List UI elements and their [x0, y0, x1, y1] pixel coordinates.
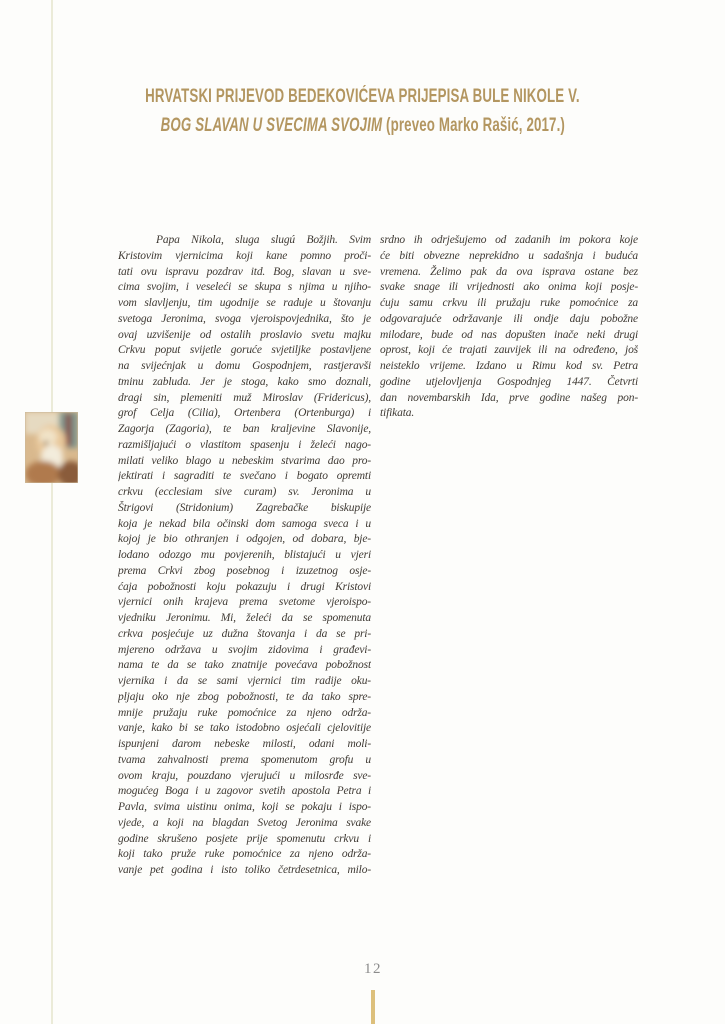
text-line: vanje, kako bi se tako istodobno osjećali cjelovitije [118, 722, 371, 735]
title-line-2 [0, 113, 725, 140]
text-line: mnije pružaju ruke pomoćnice za njeno održa- [118, 706, 371, 719]
text-column-right [380, 233, 638, 885]
text-line: ovaj uzvišenije od ostalih proslavio svetu majku [118, 328, 371, 341]
text-column-left [118, 233, 371, 885]
text-line: crkvu (ecclesiam sive curam) sv. Jeronima u [118, 486, 371, 498]
page-title [0, 84, 725, 140]
text-line: ćaja pobožnosti koju pokazuju i drugi Kristovi [118, 580, 371, 593]
text-line: vom slavljenju, tim ugodnije se raduje u štovanju [118, 297, 371, 309]
text-line: neisteklo vrijeme. Izdano u Rimu kod sv. Petra [380, 360, 638, 372]
text-line: vjernici onih krajeva prema svetome vjeroispo- [118, 596, 371, 609]
text-line: Zagorja (Zagoria), te ban kraljevine Slavonije, [118, 423, 371, 435]
text-line: vjedniku Jeronimu. Mi, želeći da se spomenuta [118, 612, 371, 624]
text-line: tati ovu ispravu pozdrav itd. Bog, slavan u sve- [118, 265, 371, 278]
text-line: godine skrušeno posjete prije spomenutu crkvu i [118, 832, 371, 845]
text-line: milodare, bude od nas dopušten inače neki drugi [380, 328, 638, 341]
text-line: ovom kraju, pouzdano vjerujući u milosrđe sve- [118, 769, 371, 782]
text-line: tifikata. [380, 407, 415, 420]
text-line: će biti obvezne neprekidno u sadašnja i buduća [380, 249, 638, 262]
text-line: pljaju oko nje zbog pobožnosti, te da tako spre- [118, 690, 371, 703]
text-line: nama te da se tako znatnije povećava pobožnost [118, 659, 371, 672]
text-line: Crkvu poput svijetle goruće svjetiljke postavljene [118, 344, 371, 357]
text-line: jektirati i sagraditi te svečano i bogato opremti [118, 470, 371, 483]
text-line: cima svojim, i veseleći se skupa s njima u njiho- [118, 281, 371, 294]
text-line: vjernika i da se sami vjernici tim radije oku- [118, 675, 371, 687]
footer-gold-rule [371, 990, 375, 1024]
title-work-name: BOG SLAVAN U SVECIMA SVOJIM [160, 115, 382, 136]
text-line: na svijećnjak u domu Gospodnjem, rastjeravši [118, 360, 371, 372]
text-line: Kristovim vjernicima koji kane pomno proči- [118, 249, 371, 262]
left-margin-rule [51, 0, 53, 1024]
saint-portrait-painting [25, 412, 78, 483]
text-line: ćuju samu crkvu ili pružaju ruke pomoćnice za [380, 297, 638, 309]
text-line: prema Crkvi zbog posebnog i izuzetnog osje- [118, 564, 371, 577]
text-line: koji tako pruže ruke pomoćnice za njeno održa- [118, 848, 371, 861]
text-line: grof Celja (Cilia), Ortenbera (Ortenburga) i [118, 407, 371, 420]
text-line: odgovarajuće održavanje ili ondje daju pobožne [380, 312, 638, 325]
title-line-1 [0, 84, 725, 111]
text-line: kojoj je bio othranjen i odgojen, od dobara, bje- [118, 533, 371, 546]
painting-image [25, 412, 78, 483]
text-line: Štrigovi (Stridonium) Zagrebačke biskupije [118, 501, 371, 514]
text-line: razmišljajući o vlastitom spasenju i želeći nago- [118, 438, 371, 451]
text-line: mogućeg Boga i u zagovor svetih apostola Petra i [118, 785, 371, 798]
text-line: lodano odozgo mu povjerenih, blistajući u vjeri [118, 549, 371, 561]
text-line: tvama zahvalnosti prema spomenutom grofu u [118, 753, 371, 766]
title-translator-note: (preveo Marko Rašić, 2017.) [381, 115, 565, 136]
text-line: vremena. Želimo pak da ova isprava ostane bez [380, 265, 638, 278]
text-line: ispunjeni darom nebeske milosti, odani moli- [118, 738, 371, 750]
text-line: srdno ih odrješujemo od zadanih im pokora koje [380, 234, 638, 246]
text-line: Pavla, svima uistinu onima, koji se pokaju i ispo- [118, 801, 371, 813]
text-line: koja je nekad bila očinski dom samoga sveca i u [118, 517, 371, 530]
text-line: svetoga Jeronima, svoga vjeroispovjednika, što je [118, 312, 371, 325]
text-line: crkva posjećuje uz dužna štovanja i da se pri- [118, 627, 371, 640]
text-line: vanje pet godina i isto toliko četrdesetnica, milo- [118, 864, 371, 876]
text-line: mjereno održava u svojim zidovima i građevi- [118, 643, 371, 656]
text-line: svake snage ili vrijednosti ako onima koji posje- [380, 281, 638, 294]
text-line: tminu zabluda. Jer je stoga, kako smo doznali, [118, 375, 371, 388]
text-line: Papa Nikola, sluga slugú Božjih. Svim [156, 234, 371, 246]
title-line-1-text: HRVATSKI PRIJEVOD BEDEKOVIĆEVA PRIJEPISA BULE NIKOLE V. [145, 86, 580, 107]
text-line: milati veliko blago u nebeskim stvarima dao pro- [118, 454, 371, 467]
text-line: dan novembarskih Ida, prve godine našeg pon- [380, 391, 638, 404]
text-line: godine utjelovljenja Gospodnjeg 1447. Četvrti [380, 375, 638, 388]
text-line: oprost, koji će trajati zauvijek ili na određeno, još [380, 344, 638, 357]
text-line: dragi sin, plemeniti muž Miroslav (Fridericus), [118, 391, 371, 404]
page-number: 12 [364, 961, 382, 977]
text-line: vjede, a koji na blagdan Svetog Jeronima svake [118, 816, 371, 829]
